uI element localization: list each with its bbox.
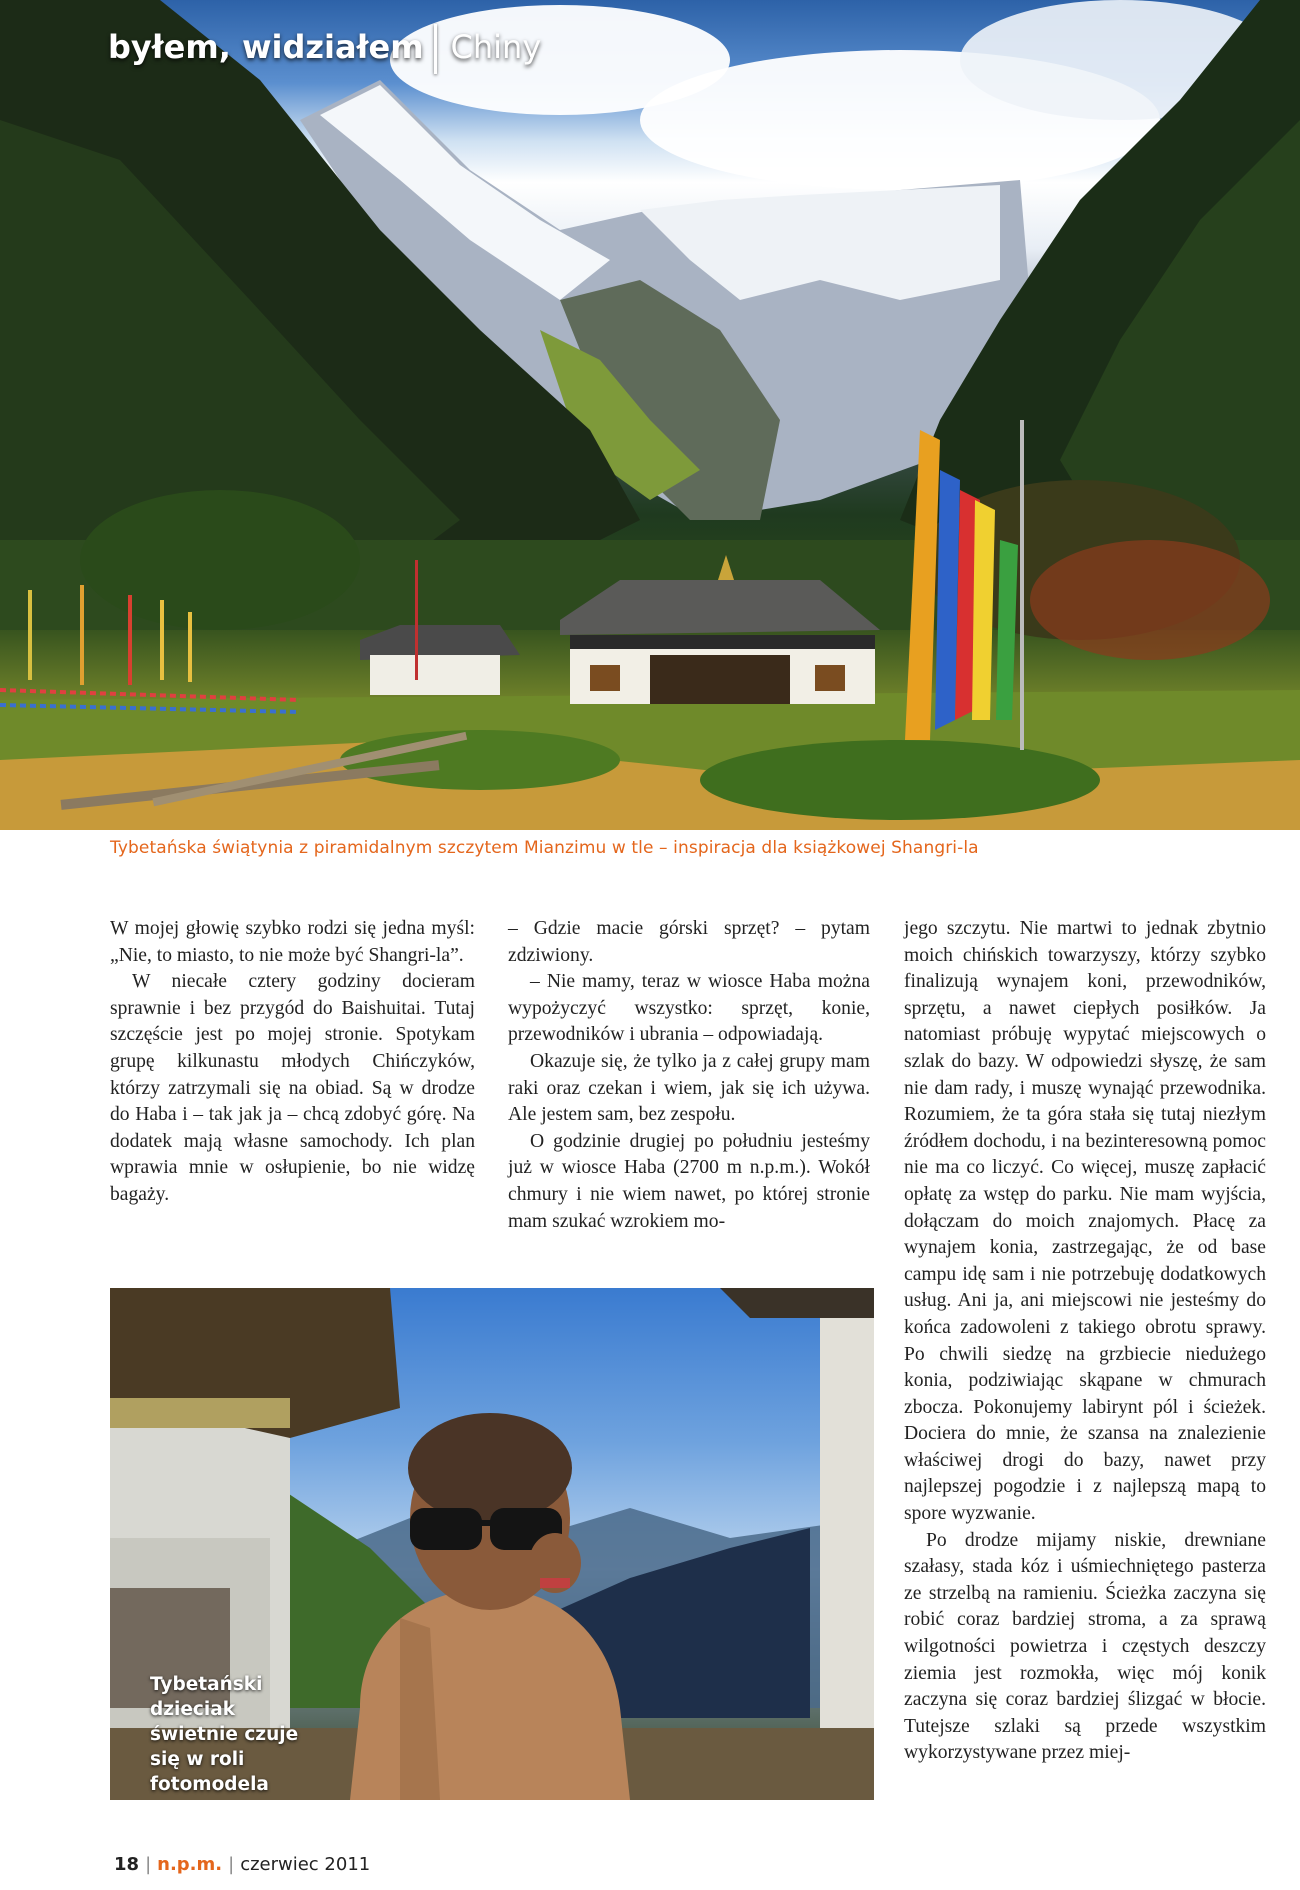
paragraph: jego szczytu. Nie martwi to jednak zbytnio moich chińskich towarzyszy, którzy szybko finalizują wynajem koni, przewodników, sprzętu, a nawet ciepłych posiłków. Ja natomiast próbuję wypytać miejscowych o szlak do bazy. W odpowiedzi słyszę, że sam nie dam rady, i muszę wynająć przewodnika. Rozumiem, że ta góra stała się tutaj niezłym źródłem dochodu, i na bezinteresowną pomoc nie ma co liczyć. Co więcej, muszę zapłacić opłatę za wstęp do parku. Nie mam wyjścia, dołączam do moich znajomych. Płacę za wynajem konia, zastrzegając, że od base campu idę sam i nie potrzebuję dodatkowych usług. Ani ja, ani miejscowi nie jesteśmy do końca zadowoleni z takiego obrotu sprawy. Po chwili siedzę na grzbiecie niedużego konia, podziwiając skąpane w chmurach zbocza. Pokonujemy labirynt pól i ścieżek. Dociera do mnie, że szansa na znalezienie właściwej drogi do bazy, nawet przy najlepszej pogodzie i z najlepszą mapą to spore wyzwanie. (904, 918, 1266, 1525)
paragraph: Okazuje się, że tylko ja z całej grupy mam raki oraz czekan i wiem, jak się ich używa. Ale jestem sam, bez zespołu. (508, 1050, 870, 1126)
page-footer (114, 1854, 370, 1875)
section-label (108, 24, 541, 74)
footer-separator: | (145, 1854, 152, 1875)
article-column-1 (110, 916, 475, 1209)
paragraph: W mojej głowię szybko rodzi się jedna myśl: „Nie, to miasto, to nie może być Shangri-la”. (110, 918, 475, 966)
paragraph: W niecałe cztery godziny docieram sprawnie i bez przygód do Baishuitai. Tutaj szczęście jest po mojej stronie. Spotykam grupę kilkunastu młodych Chińczyków, którzy zatrzymali się na obiad. Są w drodze do Haba i – tak jak ja – chcą zdobyć górę. Na dodatek mają własne samochody. Ich plan wprawia mnie w osłupienie, bo nie widzę bagaży. (110, 971, 475, 1205)
issue-date: czerwiec 2011 (240, 1854, 371, 1875)
photo-caption: Tybetański dzieciak świetnie czuje się w roli fotomodela (150, 1674, 299, 1795)
hero-photo (0, 0, 1300, 830)
hero-photo-art (0, 0, 1300, 830)
footer-separator: | (228, 1854, 235, 1875)
article-column-2 (508, 916, 870, 1235)
section-country: Chiny (450, 28, 542, 66)
paragraph: – Nie mamy, teraz w wiosce Haba można wypożyczyć wszystko: sprzęt, konie, przewodników i ubrania – odpowiadają. (508, 971, 870, 1046)
hero-caption: Tybetańska świątynia z piramidalnym szczytem Mianzimu w tle – inspiracja dla książkowej Shangri-la (110, 838, 979, 858)
article-column-3 (904, 916, 1266, 1767)
paragraph: O godzinie drugiej po południu jesteśmy już w wiosce Haba (2700 m n.p.m.). Wokół chmury i nie wiem nawet, po której stronie mam szukać wzrokiem mo- (508, 1130, 870, 1232)
paragraph: – Gdzie macie górski sprzęt? – pytam zdziwiony. (508, 918, 870, 966)
child-photo (110, 1288, 874, 1800)
magazine-name: n.p.m. (157, 1854, 223, 1875)
page-number: 18 (114, 1854, 140, 1875)
section-title: byłem, widziałem (108, 28, 424, 66)
paragraph: Po drodze mijamy niskie, drewniane szałasy, stada kóz i uśmiechniętego pasterza ze strzelbą na ramieniu. Ścieżka zaczyna się robić coraz bardziej stroma, a za sprawą wilgotności powietrza i częstych deszczy ziemia jest rozmokła, więc mój konik zaczyna się coraz bardziej ślizgać w błocie. Tutejsze szlaki są przede wszystkim wykorzystywane przez miej- (904, 1529, 1266, 1764)
section-divider (434, 24, 437, 74)
